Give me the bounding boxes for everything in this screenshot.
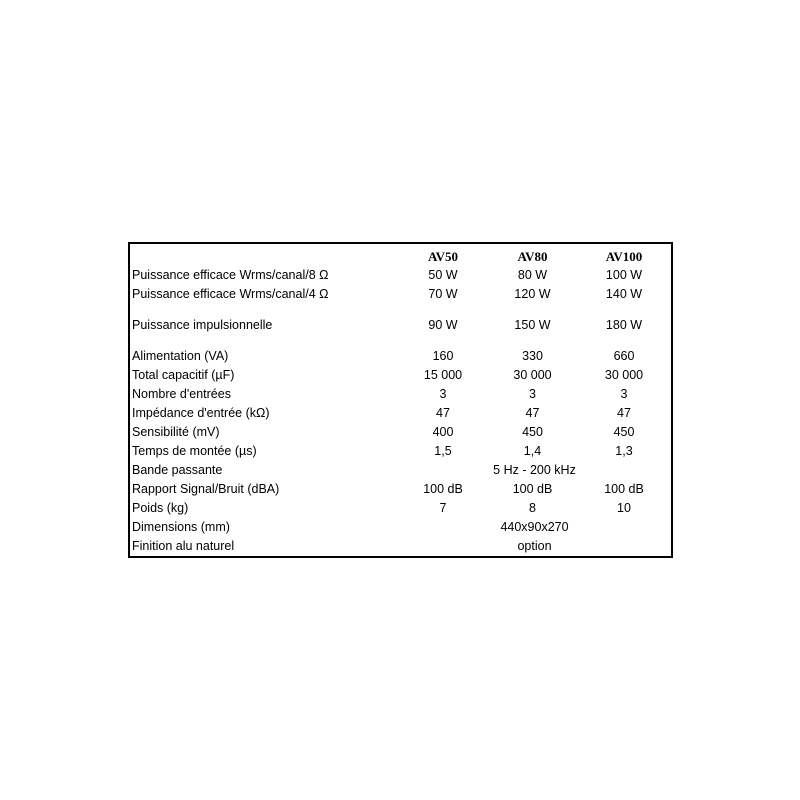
cell-value: 3	[439, 387, 447, 401]
cell-value: 47	[436, 406, 450, 420]
cell-value: 330	[522, 349, 543, 363]
row-label: Total capacitif (µF)	[132, 368, 235, 382]
row-label: Sensibilité (mV)	[132, 425, 220, 439]
row-label: Bande passante	[132, 463, 223, 477]
cell-value-spanned: 5 Hz - 200 kHz	[493, 463, 576, 477]
cell-value: 90 W	[428, 318, 458, 332]
table-row	[130, 480, 671, 499]
row-label: Poids (kg)	[132, 501, 189, 515]
cell-value: 8	[529, 501, 536, 515]
cell-value: 150 W	[514, 318, 551, 332]
cell-value: 660	[613, 349, 635, 363]
row-label: Puissance efficace Wrms/canal/4 Ω	[132, 287, 329, 301]
cell-value: 160	[432, 349, 454, 363]
cell-value: 1,5	[434, 444, 452, 458]
cell-value: 450	[613, 425, 635, 439]
cell-value: 1,4	[523, 444, 542, 458]
cell-value: 1,3	[615, 444, 633, 458]
cell-value: 120 W	[514, 287, 551, 301]
row-label: Alimentation (VA)	[132, 349, 229, 363]
header-model-av50: AV50	[427, 249, 459, 264]
cell-value: 10	[617, 501, 631, 515]
header-model-av100: AV100	[605, 249, 643, 264]
spec-table	[130, 244, 671, 556]
header-row	[130, 244, 671, 266]
cell-value-spanned: option	[517, 539, 552, 553]
cell-value: 47	[617, 406, 631, 420]
table-row	[130, 335, 671, 366]
row-label: Nombre d'entrées	[132, 387, 231, 401]
cell-value: 15 000	[423, 368, 463, 382]
cell-value: 100 dB	[423, 482, 463, 496]
cell-value: 30 000	[513, 368, 552, 382]
row-label: Impédance d'entrée (kΩ)	[132, 406, 270, 420]
header-model-av80: AV80	[517, 249, 548, 264]
cell-value: 100 W	[605, 268, 643, 282]
table-row	[130, 404, 671, 423]
cell-value: 7	[439, 501, 447, 515]
row-label: Rapport Signal/Bruit (dBA)	[132, 482, 280, 496]
cell-value-spanned: 440x90x270	[500, 520, 569, 534]
row-label: Puissance efficace Wrms/canal/8 Ω	[132, 268, 329, 282]
cell-value: 70 W	[428, 287, 458, 301]
row-label: Finition alu naturel	[132, 539, 235, 553]
table-row	[130, 537, 671, 556]
cell-value: 100 dB	[604, 482, 644, 496]
cell-value: 80 W	[517, 268, 548, 282]
cell-value: 450	[522, 425, 543, 439]
table-row	[130, 518, 671, 537]
spec-table-frame	[128, 242, 673, 558]
header-blank	[130, 244, 398, 266]
cell-value: 50 W	[428, 268, 458, 282]
cell-value: 400	[432, 425, 454, 439]
table-row	[130, 461, 671, 480]
cell-value: 3	[529, 387, 536, 401]
table-row	[130, 366, 671, 385]
table-row	[130, 266, 671, 285]
cell-value: 180 W	[605, 318, 643, 332]
cell-value: 30 000	[604, 368, 644, 382]
table-row	[130, 442, 671, 461]
cell-value: 140 W	[605, 287, 643, 301]
table-row	[130, 385, 671, 404]
row-label: Puissance impulsionnelle	[132, 318, 273, 332]
table-row	[130, 285, 671, 304]
cell-value: 100 dB	[512, 482, 553, 496]
cell-value: 47	[525, 406, 540, 420]
table-row	[130, 423, 671, 442]
cell-value: 3	[620, 387, 628, 401]
row-label: Dimensions (mm)	[132, 520, 230, 534]
row-label: Temps de montée (µs)	[132, 444, 257, 458]
table-row	[130, 304, 671, 335]
table-row	[130, 499, 671, 518]
